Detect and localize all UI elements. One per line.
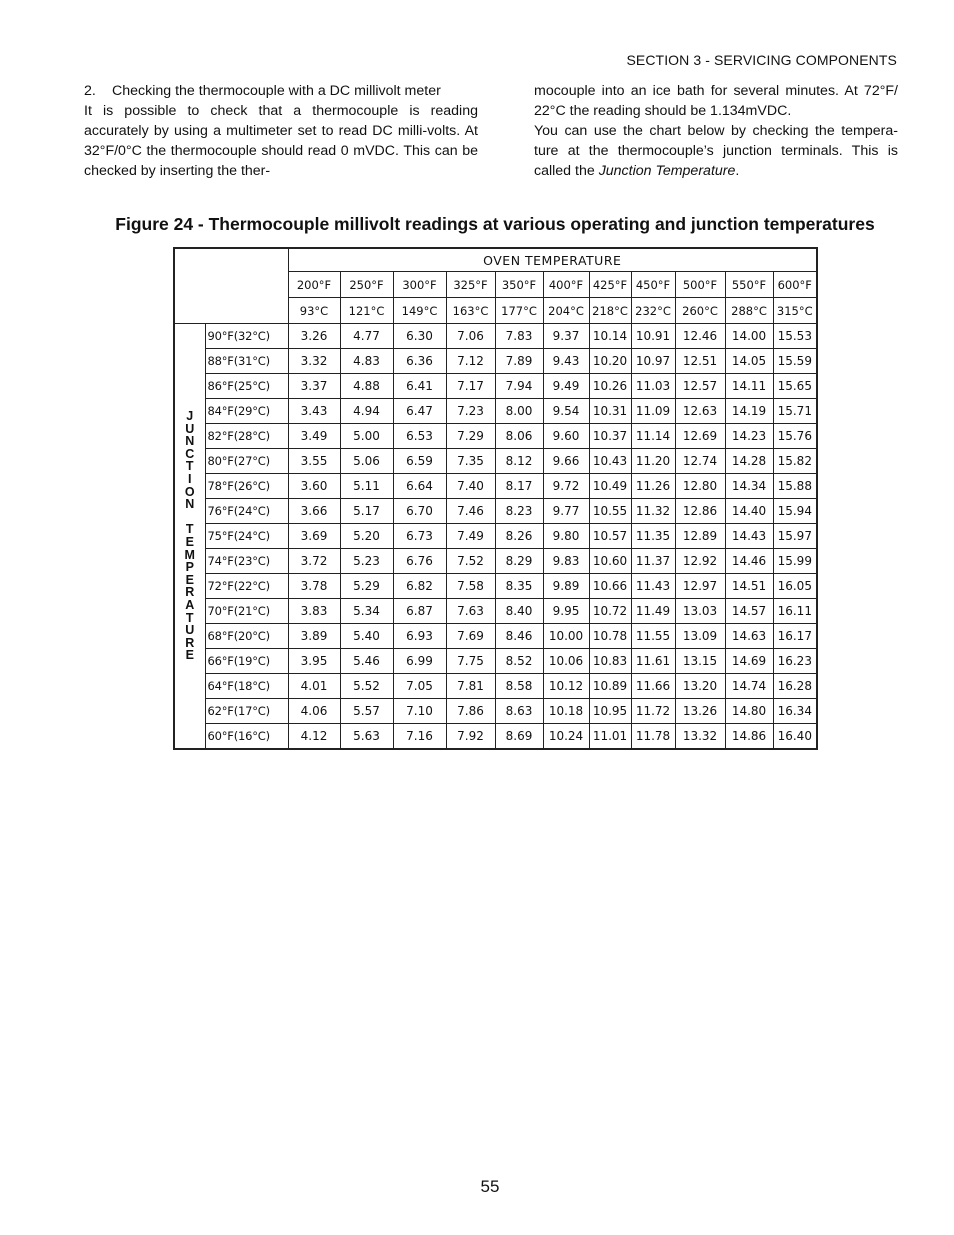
millivolt-cell: 6.99	[393, 649, 446, 674]
table-row	[174, 349, 817, 374]
millivolt-cell: 12.89	[675, 524, 725, 549]
millivolt-cell: 6.64	[393, 474, 446, 499]
millivolt-cell: 9.72	[543, 474, 589, 499]
millivolt-cell: 7.75	[446, 649, 495, 674]
right-paragraph-2	[534, 121, 898, 181]
table-row	[174, 574, 817, 599]
junction-temperature-cell: 68°F(20°C)	[205, 624, 288, 649]
page-number: 55	[480, 1177, 500, 1196]
oven-f-header: 425°F	[589, 272, 631, 298]
junction-temperature-side-label	[174, 324, 205, 750]
millivolt-cell: 14.28	[725, 449, 773, 474]
millivolt-cell: 16.11	[773, 599, 817, 624]
millivolt-cell: 8.29	[495, 549, 543, 574]
millivolt-cell: 8.06	[495, 424, 543, 449]
millivolt-cell: 9.43	[543, 349, 589, 374]
millivolt-cell: 9.60	[543, 424, 589, 449]
millivolt-cell: 10.12	[543, 674, 589, 699]
millivolt-cell: 16.40	[773, 724, 817, 750]
millivolt-cell: 5.46	[340, 649, 393, 674]
side-label-letter: I	[188, 472, 192, 487]
millivolt-cell: 15.99	[773, 549, 817, 574]
side-label-letter: N	[185, 434, 195, 449]
junction-temperature-term: Junction Temperature	[598, 163, 736, 179]
millivolt-cell: 10.06	[543, 649, 589, 674]
table-row	[174, 624, 817, 649]
millivolt-cell: 5.23	[340, 549, 393, 574]
millivolt-cell: 7.10	[393, 699, 446, 724]
junction-temperature-cell: 60°F(16°C)	[205, 724, 288, 750]
millivolt-cell: 14.46	[725, 549, 773, 574]
oven-c-header: 204°C	[543, 298, 589, 324]
oven-c-header: 315°C	[773, 298, 817, 324]
millivolt-cell: 14.34	[725, 474, 773, 499]
oven-c-header: 177°C	[495, 298, 543, 324]
figure-title: Figure 24 - Thermocouple millivolt readings at various operating and junction temperatures	[115, 214, 875, 234]
millivolt-cell: 8.35	[495, 574, 543, 599]
millivolt-cell: 10.78	[589, 624, 631, 649]
side-label-letter: T	[185, 610, 194, 625]
millivolt-cell: 14.51	[725, 574, 773, 599]
millivolt-cell: 8.52	[495, 649, 543, 674]
millivolt-cell: 6.76	[393, 549, 446, 574]
table-row	[174, 524, 817, 549]
millivolt-cell: 15.53	[773, 324, 817, 349]
millivolt-cell: 8.63	[495, 699, 543, 724]
side-label-letter: R	[185, 585, 195, 600]
side-label-letter: M	[184, 547, 195, 562]
oven-f-header: 600°F	[773, 272, 817, 298]
junction-temperature-cell: 62°F(17°C)	[205, 699, 288, 724]
millivolt-cell: 4.12	[288, 724, 340, 750]
millivolt-cell: 3.55	[288, 449, 340, 474]
millivolt-cell: 7.49	[446, 524, 495, 549]
millivolt-cell: 7.86	[446, 699, 495, 724]
millivolt-cell: 3.43	[288, 399, 340, 424]
millivolt-cell: 9.80	[543, 524, 589, 549]
millivolt-cell: 3.32	[288, 349, 340, 374]
millivolt-cell: 15.97	[773, 524, 817, 549]
millivolt-cell: 8.17	[495, 474, 543, 499]
millivolt-cell: 14.23	[725, 424, 773, 449]
millivolt-cell: 12.97	[675, 574, 725, 599]
millivolt-cell: 8.69	[495, 724, 543, 750]
millivolt-cell: 16.17	[773, 624, 817, 649]
oven-f-header: 350°F	[495, 272, 543, 298]
millivolt-cell: 10.72	[589, 599, 631, 624]
millivolt-cell: 10.43	[589, 449, 631, 474]
junction-temperature-cell: 66°F(19°C)	[205, 649, 288, 674]
table-row	[174, 649, 817, 674]
millivolt-cell: 9.77	[543, 499, 589, 524]
millivolt-cell: 12.74	[675, 449, 725, 474]
millivolt-cell: 14.19	[725, 399, 773, 424]
millivolt-cell: 8.00	[495, 399, 543, 424]
millivolt-cell: 3.60	[288, 474, 340, 499]
millivolt-cell: 15.82	[773, 449, 817, 474]
millivolt-cell: 8.26	[495, 524, 543, 549]
millivolt-cell: 16.28	[773, 674, 817, 699]
right-paragraph-1: mocouple into an ice bath for several minutes. At 72°F/ 22°C the reading should be 1.134mVDC.	[534, 83, 898, 119]
right-column	[534, 81, 898, 181]
table-row	[174, 424, 817, 449]
oven-c-header: 93°C	[288, 298, 340, 324]
millivolt-cell: 7.46	[446, 499, 495, 524]
millivolt-cell: 10.37	[589, 424, 631, 449]
millivolt-cell: 12.86	[675, 499, 725, 524]
millivolt-cell: 10.83	[589, 649, 631, 674]
millivolt-cell: 7.06	[446, 324, 495, 349]
oven-temperature-title: OVEN TEMPERATURE	[288, 248, 817, 272]
millivolt-cell: 10.95	[589, 699, 631, 724]
millivolt-cell: 8.58	[495, 674, 543, 699]
millivolt-cell: 5.17	[340, 499, 393, 524]
millivolt-cell: 10.66	[589, 574, 631, 599]
millivolt-cell: 7.12	[446, 349, 495, 374]
millivolt-cell: 15.88	[773, 474, 817, 499]
millivolt-cell: 15.76	[773, 424, 817, 449]
junction-temperature-cell: 78°F(26°C)	[205, 474, 288, 499]
millivolt-cell: 6.36	[393, 349, 446, 374]
thermocouple-table	[173, 247, 818, 750]
millivolt-cell: 11.61	[631, 649, 675, 674]
millivolt-cell: 12.63	[675, 399, 725, 424]
table-row	[174, 374, 817, 399]
millivolt-cell: 7.23	[446, 399, 495, 424]
oven-f-header: 325°F	[446, 272, 495, 298]
millivolt-cell: 7.63	[446, 599, 495, 624]
millivolt-cell: 10.00	[543, 624, 589, 649]
millivolt-cell: 6.59	[393, 449, 446, 474]
millivolt-cell: 3.37	[288, 374, 340, 399]
millivolt-cell: 9.37	[543, 324, 589, 349]
millivolt-cell: 14.80	[725, 699, 773, 724]
millivolt-cell: 13.03	[675, 599, 725, 624]
junction-temperature-cell: 88°F(31°C)	[205, 349, 288, 374]
oven-c-header: 232°C	[631, 298, 675, 324]
millivolt-cell: 10.14	[589, 324, 631, 349]
millivolt-cell: 11.32	[631, 499, 675, 524]
millivolt-cell: 6.30	[393, 324, 446, 349]
side-label-letter: C	[185, 446, 195, 461]
table-row	[174, 499, 817, 524]
left-paragraph: It is possible to check that a thermocouple is reading accurately by using a multimeter set to read DC milli-volts. At 32°F/0°C the thermocouple should read 0 mVDC. This can be checked by inserting the ther-	[84, 103, 478, 179]
millivolt-cell: 7.83	[495, 324, 543, 349]
millivolt-cell: 3.89	[288, 624, 340, 649]
millivolt-cell: 11.66	[631, 674, 675, 699]
millivolt-cell: 6.53	[393, 424, 446, 449]
millivolt-cell: 10.97	[631, 349, 675, 374]
millivolt-cell: 7.16	[393, 724, 446, 750]
millivolt-cell: 13.26	[675, 699, 725, 724]
millivolt-cell: 5.11	[340, 474, 393, 499]
side-label-letter: T	[185, 459, 194, 474]
millivolt-cell: 10.20	[589, 349, 631, 374]
millivolt-cell: 3.66	[288, 499, 340, 524]
section-header: SECTION 3 - SERVICING COMPONENTS	[626, 52, 897, 68]
oven-c-header: 163°C	[446, 298, 495, 324]
junction-temperature-cell: 70°F(21°C)	[205, 599, 288, 624]
millivolt-cell: 8.40	[495, 599, 543, 624]
millivolt-cell: 14.86	[725, 724, 773, 750]
millivolt-cell: 8.46	[495, 624, 543, 649]
side-label-letter: O	[184, 484, 195, 499]
millivolt-cell: 11.09	[631, 399, 675, 424]
millivolt-cell: 5.40	[340, 624, 393, 649]
millivolt-cell: 10.31	[589, 399, 631, 424]
oven-f-header: 550°F	[725, 272, 773, 298]
side-label-letter: E	[185, 648, 194, 663]
millivolt-cell: 7.05	[393, 674, 446, 699]
millivolt-cell: 7.81	[446, 674, 495, 699]
side-label-letter: N	[185, 497, 195, 512]
junction-temperature-cell: 86°F(25°C)	[205, 374, 288, 399]
millivolt-cell: 6.47	[393, 399, 446, 424]
oven-f-header: 450°F	[631, 272, 675, 298]
millivolt-cell: 15.65	[773, 374, 817, 399]
millivolt-cell: 5.06	[340, 449, 393, 474]
junction-temperature-cell: 90°F(32°C)	[205, 324, 288, 349]
millivolt-cell: 4.83	[340, 349, 393, 374]
oven-f-header: 250°F	[340, 272, 393, 298]
millivolt-cell: 10.26	[589, 374, 631, 399]
millivolt-cell: 11.55	[631, 624, 675, 649]
millivolt-cell: 3.78	[288, 574, 340, 599]
table-row	[174, 549, 817, 574]
oven-c-header: 218°C	[589, 298, 631, 324]
millivolt-cell: 4.77	[340, 324, 393, 349]
millivolt-cell: 13.32	[675, 724, 725, 750]
oven-c-header: 260°C	[675, 298, 725, 324]
millivolt-cell: 10.60	[589, 549, 631, 574]
millivolt-cell: 4.01	[288, 674, 340, 699]
side-label-letter: P	[185, 560, 194, 575]
junction-temperature-cell: 72°F(22°C)	[205, 574, 288, 599]
millivolt-cell: 10.24	[543, 724, 589, 750]
millivolt-cell: 10.57	[589, 524, 631, 549]
millivolt-cell: 7.35	[446, 449, 495, 474]
millivolt-cell: 10.91	[631, 324, 675, 349]
millivolt-cell: 5.57	[340, 699, 393, 724]
millivolt-cell: 6.82	[393, 574, 446, 599]
oven-title-row	[174, 248, 817, 272]
millivolt-cell: 12.51	[675, 349, 725, 374]
millivolt-cell: 9.83	[543, 549, 589, 574]
millivolt-cell: 9.66	[543, 449, 589, 474]
side-label-letter: A	[185, 597, 195, 612]
oven-c-header: 288°C	[725, 298, 773, 324]
millivolt-cell: 5.00	[340, 424, 393, 449]
millivolt-cell: 16.05	[773, 574, 817, 599]
millivolt-cell: 14.69	[725, 649, 773, 674]
millivolt-cell: 5.34	[340, 599, 393, 624]
side-label-letter: T	[185, 522, 194, 537]
millivolt-cell: 3.72	[288, 549, 340, 574]
side-label-letter: E	[185, 535, 194, 549]
millivolt-cell: 7.89	[495, 349, 543, 374]
millivolt-cell: 9.54	[543, 399, 589, 424]
millivolt-cell: 14.11	[725, 374, 773, 399]
millivolt-cell: 11.72	[631, 699, 675, 724]
millivolt-cell: 7.52	[446, 549, 495, 574]
table-row	[174, 674, 817, 699]
millivolt-cell: 10.55	[589, 499, 631, 524]
millivolt-cell: 11.26	[631, 474, 675, 499]
oven-f-header: 200°F	[288, 272, 340, 298]
millivolt-cell: 11.78	[631, 724, 675, 750]
millivolt-cell: 3.49	[288, 424, 340, 449]
millivolt-cell: 4.94	[340, 399, 393, 424]
table-row	[174, 699, 817, 724]
millivolt-cell: 3.26	[288, 324, 340, 349]
junction-temperature-cell: 74°F(23°C)	[205, 549, 288, 574]
millivolt-cell: 5.20	[340, 524, 393, 549]
table-row	[174, 399, 817, 424]
millivolt-cell: 14.40	[725, 499, 773, 524]
oven-c-header: 149°C	[393, 298, 446, 324]
millivolt-cell: 11.03	[631, 374, 675, 399]
millivolt-cell: 9.49	[543, 374, 589, 399]
millivolt-cell: 5.29	[340, 574, 393, 599]
millivolt-cell: 6.41	[393, 374, 446, 399]
millivolt-cell: 13.20	[675, 674, 725, 699]
junction-temperature-cell: 64°F(18°C)	[205, 674, 288, 699]
junction-temperature-cell: 76°F(24°C)	[205, 499, 288, 524]
millivolt-cell: 6.93	[393, 624, 446, 649]
millivolt-cell: 15.94	[773, 499, 817, 524]
millivolt-cell: 11.14	[631, 424, 675, 449]
oven-c-header: 121°C	[340, 298, 393, 324]
right-paragraph-2-end: .	[735, 163, 740, 179]
millivolt-cell: 12.80	[675, 474, 725, 499]
item-title: Checking the thermocouple with a DC millivolt meter	[112, 83, 441, 99]
millivolt-cell: 6.87	[393, 599, 446, 624]
millivolt-cell: 10.18	[543, 699, 589, 724]
millivolt-cell: 11.43	[631, 574, 675, 599]
table-row	[174, 449, 817, 474]
side-label-letter: J	[186, 409, 194, 424]
millivolt-cell: 12.69	[675, 424, 725, 449]
millivolt-cell: 14.05	[725, 349, 773, 374]
millivolt-cell: 7.17	[446, 374, 495, 399]
millivolt-cell: 13.15	[675, 649, 725, 674]
millivolt-cell: 7.94	[495, 374, 543, 399]
junction-temperature-cell: 80°F(27°C)	[205, 449, 288, 474]
millivolt-cell: 8.23	[495, 499, 543, 524]
oven-f-header: 300°F	[393, 272, 446, 298]
millivolt-cell: 6.70	[393, 499, 446, 524]
junction-temperature-cell: 84°F(29°C)	[205, 399, 288, 424]
millivolt-cell: 16.34	[773, 699, 817, 724]
side-label-letter: E	[185, 572, 194, 587]
millivolt-cell: 7.29	[446, 424, 495, 449]
millivolt-cell: 11.49	[631, 599, 675, 624]
millivolt-cell: 5.63	[340, 724, 393, 750]
side-label-letter: U	[185, 421, 195, 436]
millivolt-cell: 7.58	[446, 574, 495, 599]
millivolt-cell: 11.37	[631, 549, 675, 574]
millivolt-cell: 12.57	[675, 374, 725, 399]
table-row	[174, 474, 817, 499]
millivolt-cell: 14.74	[725, 674, 773, 699]
side-label-letter: U	[185, 623, 195, 638]
millivolt-cell: 14.00	[725, 324, 773, 349]
millivolt-cell: 5.52	[340, 674, 393, 699]
junction-temperature-cell: 82°F(28°C)	[205, 424, 288, 449]
table-row	[174, 724, 817, 750]
side-label-letter: R	[185, 635, 195, 650]
junction-temperature-cell: 75°F(24°C)	[205, 524, 288, 549]
millivolt-cell: 3.69	[288, 524, 340, 549]
millivolt-cell: 7.69	[446, 624, 495, 649]
millivolt-cell: 3.83	[288, 599, 340, 624]
millivolt-cell: 10.89	[589, 674, 631, 699]
millivolt-cell: 7.40	[446, 474, 495, 499]
millivolt-cell: 14.63	[725, 624, 773, 649]
item-number: 2.	[84, 83, 96, 99]
millivolt-cell: 15.71	[773, 399, 817, 424]
millivolt-cell: 7.92	[446, 724, 495, 750]
millivolt-cell: 4.88	[340, 374, 393, 399]
oven-f-header: 400°F	[543, 272, 589, 298]
millivolt-cell: 9.95	[543, 599, 589, 624]
table-row	[174, 324, 817, 349]
right-paragraph-2-text: You can use the chart below by checking the tempera-ture at the thermocouple’s junction terminals. This is called the	[534, 123, 898, 179]
millivolt-cell: 12.46	[675, 324, 725, 349]
millivolt-cell: 14.57	[725, 599, 773, 624]
millivolt-cell: 15.59	[773, 349, 817, 374]
millivolt-cell: 3.95	[288, 649, 340, 674]
millivolt-cell: 16.23	[773, 649, 817, 674]
table-row	[174, 599, 817, 624]
millivolt-cell: 14.43	[725, 524, 773, 549]
millivolt-cell: 6.73	[393, 524, 446, 549]
oven-f-header: 500°F	[675, 272, 725, 298]
millivolt-cell: 4.06	[288, 699, 340, 724]
millivolt-cell: 11.01	[589, 724, 631, 750]
millivolt-cell: 9.89	[543, 574, 589, 599]
millivolt-cell: 12.92	[675, 549, 725, 574]
table-corner	[174, 248, 288, 324]
millivolt-cell: 11.20	[631, 449, 675, 474]
millivolt-cell: 11.35	[631, 524, 675, 549]
millivolt-cell: 13.09	[675, 624, 725, 649]
millivolt-cell: 10.49	[589, 474, 631, 499]
millivolt-cell: 8.12	[495, 449, 543, 474]
left-column	[84, 81, 478, 181]
